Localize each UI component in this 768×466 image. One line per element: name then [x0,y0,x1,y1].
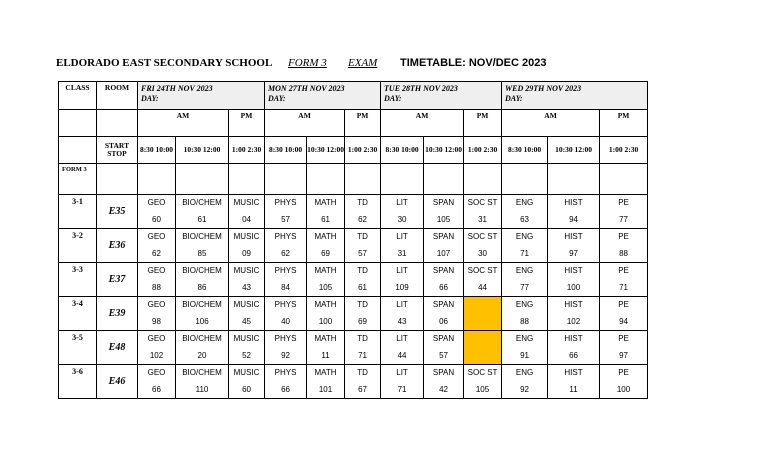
exam-cell [307,365,345,399]
candidate-count: 101 [318,384,333,394]
candidate-count: 94 [619,316,628,326]
candidate-count: 69 [321,248,330,258]
class-cell: 3-4 [59,297,97,331]
exam-cell [265,263,307,297]
exam-cell [464,297,502,331]
exam-cell [600,331,648,365]
blank-cell [176,164,229,195]
table-row [59,195,648,229]
candidate-count: 20 [197,350,207,360]
day-label: DAY: [268,94,286,103]
day-header-tue [381,82,502,110]
blank-cell [600,164,648,195]
session-time: 10:30 12:00 [548,137,600,164]
subject-label: SPAN [432,299,455,309]
candidate-count: 66 [439,282,448,292]
subject-label: MATH [314,367,337,377]
exam-cell [176,297,229,331]
subject-label: MATH [314,299,337,309]
subject-label: PE [618,367,629,377]
candidate-count: 11 [321,350,330,360]
subject-label: LIT [396,197,408,207]
blank-cell [381,164,424,195]
candidate-count: 30 [397,214,407,224]
subject-label: TD [357,367,368,377]
exam-cell [502,365,548,399]
exam-cell [381,195,424,229]
exam-cell [229,297,265,331]
day-header-mon [265,82,381,110]
exam-cell [600,195,648,229]
candidate-count: 88 [152,282,161,292]
exam-cell [265,331,307,365]
subject-label: BIO/CHEM [182,231,222,241]
candidate-count: 66 [281,384,290,394]
candidate-count: 77 [619,214,628,224]
am-label: AM [381,110,464,137]
exam-cell [464,229,502,263]
exam-cell [229,229,265,263]
candidate-count: 44 [478,282,487,292]
candidate-count: 91 [520,350,529,360]
subject-label: GEO [147,299,166,309]
subject-label: SOC ST [467,231,498,241]
blank-cell [424,164,464,195]
exam-cell [345,297,381,331]
candidate-count: 88 [520,316,529,326]
day-label: DAY: [384,94,402,103]
candidate-count: 44 [397,350,407,360]
session-time: 1:00 2:30 [464,137,502,164]
exam-cell [229,331,265,365]
exam-cell [138,331,176,365]
subject-label: MUSIC [233,299,260,309]
candidate-count: 92 [281,350,290,360]
exam-cell [502,195,548,229]
table-row [59,263,648,297]
subject-label: GEO [147,197,166,207]
candidate-count: 105 [318,282,333,292]
exam-cell [424,195,464,229]
class-cell: 3-5 [59,331,97,365]
candidate-count: 57 [281,214,290,224]
am-label: AM [502,110,600,137]
form3-label: FORM 3 [59,164,97,195]
candidate-count: 60 [242,384,251,394]
subject-label: BIO/CHEM [182,197,222,207]
session-time: 8:30 10:00 [265,137,307,164]
start-stop-label: START STOP [97,137,138,164]
candidate-count: 06 [439,316,448,326]
exam-cell [138,365,176,399]
candidate-count: 43 [397,316,407,326]
exam-cell [307,229,345,263]
subject-label: HIST [564,299,583,309]
candidate-count: 57 [439,350,448,360]
candidate-count: 09 [242,248,251,258]
exam-cell [464,365,502,399]
candidate-count: 107 [436,248,451,258]
table-row [59,229,648,263]
room-cell: E48 [97,331,138,365]
exam-cell [600,263,648,297]
exam-cell [345,263,381,297]
exam-cell [138,195,176,229]
day-label: DAY: [141,94,159,103]
subject-label: ENG [515,333,534,343]
candidate-count: 45 [242,316,251,326]
candidate-count: 77 [520,282,529,292]
exam-cell [307,195,345,229]
subject-label: TD [357,333,368,343]
candidate-count: 60 [152,214,161,224]
subject-label: PHYS [274,367,297,377]
blank-cell [59,137,97,164]
subject-label: BIO/CHEM [182,299,222,309]
am-label: AM [265,110,345,137]
subject-label: MATH [314,333,337,343]
subject-label: BIO/CHEM [182,333,222,343]
candidate-count: 31 [478,214,487,224]
exam-cell [229,195,265,229]
subject-label: SPAN [432,231,455,241]
exam-cell [176,331,229,365]
candidate-count: 71 [358,350,367,360]
blank-cell [229,164,265,195]
subject-label: PE [618,231,629,241]
school-name: ELDORADO EAST SECONDARY SCHOOL [56,57,273,69]
candidate-count: 94 [569,214,578,224]
exam-cell [424,331,464,365]
exam-cell [464,195,502,229]
subject-label: PE [618,333,629,343]
exam-cell [265,297,307,331]
exam-cell [464,263,502,297]
subject-label: LIT [396,333,408,343]
subject-label: PHYS [274,265,297,275]
subject-label: MATH [314,265,337,275]
day-date: FRI 24TH NOV 2023 [141,84,213,93]
session-time: 8:30 10:00 [381,137,424,164]
candidate-count: 110 [195,384,209,394]
session-time: 10:30 12:00 [424,137,464,164]
exam-cell [464,331,502,365]
candidate-count: 11 [569,384,578,394]
class-cell: 3-1 [59,195,97,229]
blank-cell [345,164,381,195]
blank-cell [548,164,600,195]
day-label: DAY: [505,94,523,103]
form-label: FORM 3 [288,57,327,69]
exam-cell [176,365,229,399]
exam-cell [265,365,307,399]
candidate-count: 97 [569,248,578,258]
subject-label: SOC ST [467,197,498,207]
room-header: ROOM [97,82,138,110]
candidate-count: 71 [619,282,628,292]
subject-label: HIST [564,265,583,275]
subject-label: ENG [515,265,534,275]
exam-cell [502,297,548,331]
exam-cell [381,263,424,297]
subject-label: LIT [396,265,408,275]
subject-label: GEO [147,265,166,275]
pm-label: PM [464,110,502,137]
am-label: AM [138,110,229,137]
form3-row [59,164,648,195]
candidate-count: 97 [619,350,628,360]
candidate-count: 63 [520,214,529,224]
day-date: TUE 28TH NOV 2023 [384,84,458,93]
pm-label: PM [345,110,381,137]
subject-label: MATH [314,231,337,241]
exam-cell [548,297,600,331]
exam-cell [265,229,307,263]
class-cell: 3-2 [59,229,97,263]
subject-label: ENG [515,299,534,309]
pm-label: PM [600,110,648,137]
subject-label: MUSIC [233,231,260,241]
candidate-count: 62 [358,214,367,224]
candidate-count: 31 [397,248,407,258]
subject-label: PE [618,197,629,207]
subject-label: SPAN [432,367,455,377]
exam-cell [345,365,381,399]
candidate-count: 106 [195,316,209,326]
candidate-count: 88 [619,248,628,258]
subject-label: LIT [396,367,408,377]
day-date: WED 29TH NOV 2023 [505,84,582,93]
subject-label: MUSIC [233,265,260,275]
exam-cell [502,229,548,263]
room-cell: E37 [97,263,138,297]
class-header: CLASS [59,82,97,110]
subject-label: PHYS [274,197,297,207]
candidate-count: 105 [475,384,490,394]
exam-cell [345,195,381,229]
table-row [59,297,648,331]
subject-label: ENG [515,367,534,377]
subject-label: TD [357,197,368,207]
exam-cell [307,297,345,331]
subject-label: HIST [564,333,583,343]
subject-label: MUSIC [233,333,260,343]
exam-cell [138,263,176,297]
timetable-label: TIMETABLE: NOV/DEC 2023 [400,57,547,69]
candidate-count: 71 [397,384,407,394]
subject-label: HIST [564,197,583,207]
exam-cell [345,229,381,263]
exam-cell [424,263,464,297]
session-time: 1:00 2:30 [600,137,648,164]
exam-cell [176,229,229,263]
room-cell: E35 [97,195,138,229]
subject-label: GEO [147,333,166,343]
subject-label: HIST [564,367,583,377]
session-time: 10:30 12:00 [176,137,229,164]
table-row [59,365,648,399]
exam-cell [345,331,381,365]
room-cell: E36 [97,229,138,263]
blank-cell [502,164,548,195]
room-cell: E46 [97,365,138,399]
exam-cell [600,229,648,263]
session-time: 8:30 10:00 [138,137,176,164]
candidate-count: 62 [152,248,161,258]
exam-cell [502,331,548,365]
blank-cell [138,164,176,195]
exam-cell [307,263,345,297]
blank-cell [97,164,138,195]
exam-cell [176,263,229,297]
subject-label: SPAN [432,265,455,275]
blank-cell [265,164,307,195]
candidate-count: 85 [197,248,207,258]
subject-label: HIST [564,231,583,241]
exam-cell [176,195,229,229]
exam-cell [600,365,648,399]
blank-cell [307,164,345,195]
exam-cell [381,297,424,331]
subject-label: MUSIC [233,367,260,377]
candidate-count: 66 [569,350,578,360]
candidate-count: 100 [566,282,581,292]
candidate-count: 84 [281,282,290,292]
subject-label: SOC ST [467,265,498,275]
candidate-count: 62 [281,248,290,258]
subject-label: ENG [515,197,534,207]
candidate-count: 69 [358,316,367,326]
exam-cell [424,297,464,331]
subject-label: BIO/CHEM [182,367,222,377]
subject-label: PHYS [274,299,297,309]
day-header-row [59,82,648,110]
exam-cell [548,331,600,365]
subject-label: MATH [314,197,337,207]
candidate-count: 57 [358,248,367,258]
candidate-count: 102 [149,350,164,360]
exam-cell [548,263,600,297]
subject-label: PHYS [274,333,297,343]
candidate-count: 52 [242,350,251,360]
candidate-count: 30 [478,248,487,258]
timetable-table [58,81,648,399]
candidate-count: 86 [197,282,207,292]
candidate-count: 42 [439,384,448,394]
subject-label: PE [618,299,629,309]
day-header-wed [502,82,648,110]
room-cell: E39 [97,297,138,331]
table-row [59,331,648,365]
subject-label: PE [618,265,629,275]
day-header-fri [138,82,265,110]
session-time: 8:30 10:00 [502,137,548,164]
candidate-count: 67 [358,384,367,394]
exam-cell [424,229,464,263]
candidate-count: 66 [152,384,161,394]
candidate-count: 92 [520,384,529,394]
subject-label: GEO [147,231,166,241]
candidate-count: 04 [242,214,251,224]
candidate-count: 102 [566,316,581,326]
ampm-row [59,110,648,137]
subject-label: MUSIC [233,197,260,207]
day-date: MON 27TH NOV 2023 [268,84,345,93]
candidate-count: 71 [520,248,529,258]
candidate-count: 61 [321,214,330,224]
exam-cell [548,229,600,263]
subject-label: SPAN [432,197,455,207]
exam-cell [265,195,307,229]
blank-cell [97,110,138,137]
blank-cell [59,110,97,137]
exam-cell [229,365,265,399]
subject-label: SPAN [432,333,455,343]
candidate-count: 109 [395,282,409,292]
session-time: 1:00 2:30 [229,137,265,164]
exam-cell [424,365,464,399]
subject-label: SOC ST [467,367,498,377]
candidate-count: 100 [616,384,631,394]
subject-label: TD [357,265,368,275]
candidate-count: 43 [242,282,251,292]
exam-cell [138,229,176,263]
exam-cell [381,331,424,365]
exam-cell [600,297,648,331]
class-cell: 3-6 [59,365,97,399]
blank-cell [464,164,502,195]
exam-cell [138,297,176,331]
subject-label: ENG [515,231,534,241]
subject-label: TD [357,299,368,309]
subject-label: LIT [396,231,408,241]
exam-cell [381,229,424,263]
session-time: 10:30 12:00 [307,137,345,164]
subject-label: GEO [147,367,166,377]
exam-cell [381,365,424,399]
subject-label: BIO/CHEM [182,265,222,275]
exam-cell [229,263,265,297]
session-time: 1:00 2:30 [345,137,381,164]
exam-cell [548,365,600,399]
exam-label: EXAM [348,57,378,69]
subject-label: PHYS [274,231,297,241]
pm-label: PM [229,110,265,137]
times-row [59,137,648,164]
subject-label: LIT [396,299,408,309]
exam-cell [548,195,600,229]
exam-cell [502,263,548,297]
subject-label: TD [357,231,368,241]
candidate-count: 40 [281,316,290,326]
candidate-count: 61 [358,282,367,292]
class-cell: 3-3 [59,263,97,297]
candidate-count: 105 [436,214,451,224]
exam-cell [307,331,345,365]
candidate-count: 98 [152,316,161,326]
candidate-count: 100 [318,316,333,326]
candidate-count: 61 [197,214,207,224]
